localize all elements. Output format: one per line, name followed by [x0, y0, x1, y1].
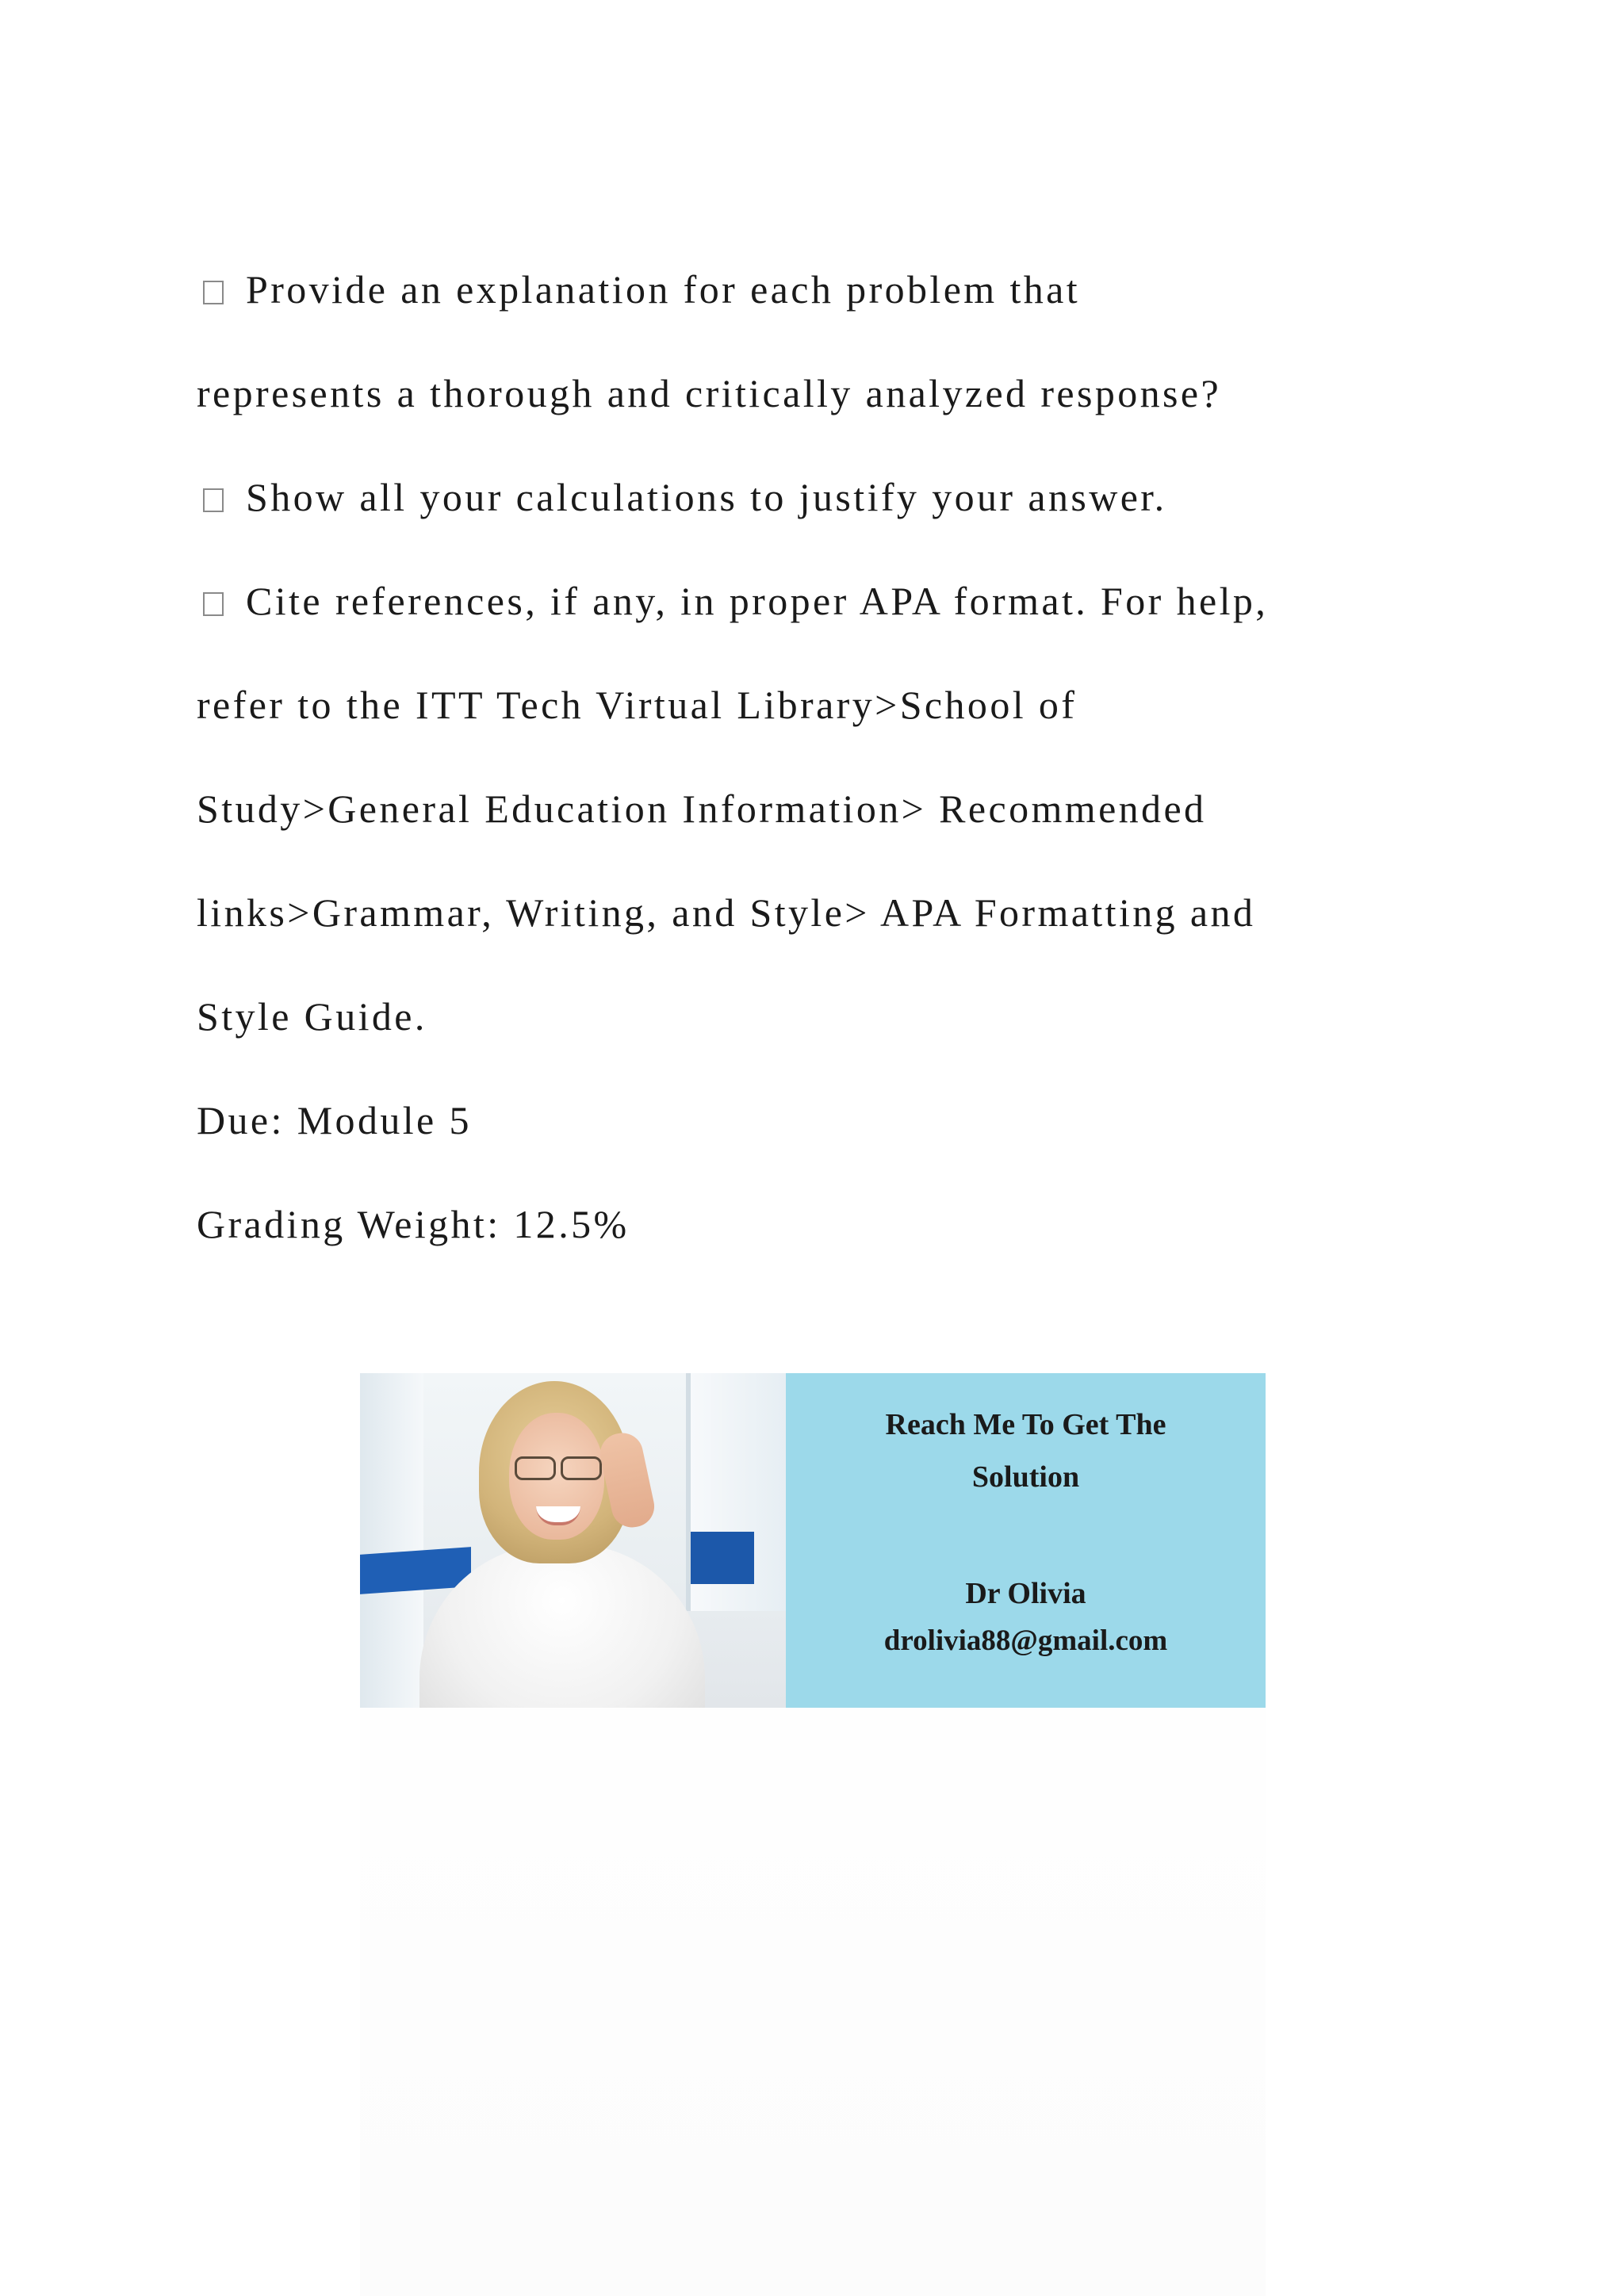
- text-line: [197, 549, 1434, 653]
- due-line: [197, 1069, 1434, 1173]
- line-text: Style Guide.: [197, 994, 427, 1039]
- glasses-icon: [515, 1456, 602, 1479]
- line-text: Provide an explanation for each problem that: [246, 267, 1081, 312]
- text-line: [197, 757, 1434, 861]
- line-text: Due: Module 5: [197, 1098, 472, 1142]
- line-text: Study>General Education Information> Recommended: [197, 786, 1207, 831]
- text-line: [197, 653, 1434, 757]
- bullet-box-icon: [203, 488, 224, 512]
- blank-image-area: [360, 1708, 1266, 2296]
- bullet-box-icon: [203, 281, 224, 304]
- text-line: [197, 238, 1434, 342]
- document-body: [197, 238, 1434, 1276]
- woman-photo: [360, 1373, 786, 1708]
- line-text: Grading Weight: 12.5%: [197, 1202, 630, 1246]
- line-text: Show all your calculations to justify your answer.: [246, 475, 1167, 519]
- text-line: [197, 861, 1434, 965]
- contact-email: drolivia88@gmail.com: [883, 1624, 1168, 1657]
- reach-line-2: Solution: [971, 1460, 1080, 1494]
- line-text: Cite references, if any, in proper APA format. For help,: [246, 579, 1269, 623]
- reach-text: [786, 1399, 1266, 1503]
- text-line: [197, 342, 1434, 446]
- line-text: represents a thorough and critically analyzed response?: [197, 371, 1222, 415]
- line-text: refer to the ITT Tech Virtual Library>School of: [197, 683, 1078, 727]
- line-text: links>Grammar, Writing, and Style> APA Formatting and: [197, 890, 1256, 935]
- contact-info-panel: [786, 1373, 1266, 1708]
- contact-name: Dr Olivia: [965, 1577, 1086, 1610]
- bullet-box-icon: [203, 592, 224, 616]
- grading-weight-line: [197, 1173, 1434, 1276]
- text-line: [197, 446, 1434, 549]
- text-line: [197, 965, 1434, 1069]
- contact-banner: [360, 1373, 1266, 1708]
- reach-line-1: Reach Me To Get The: [885, 1408, 1166, 1441]
